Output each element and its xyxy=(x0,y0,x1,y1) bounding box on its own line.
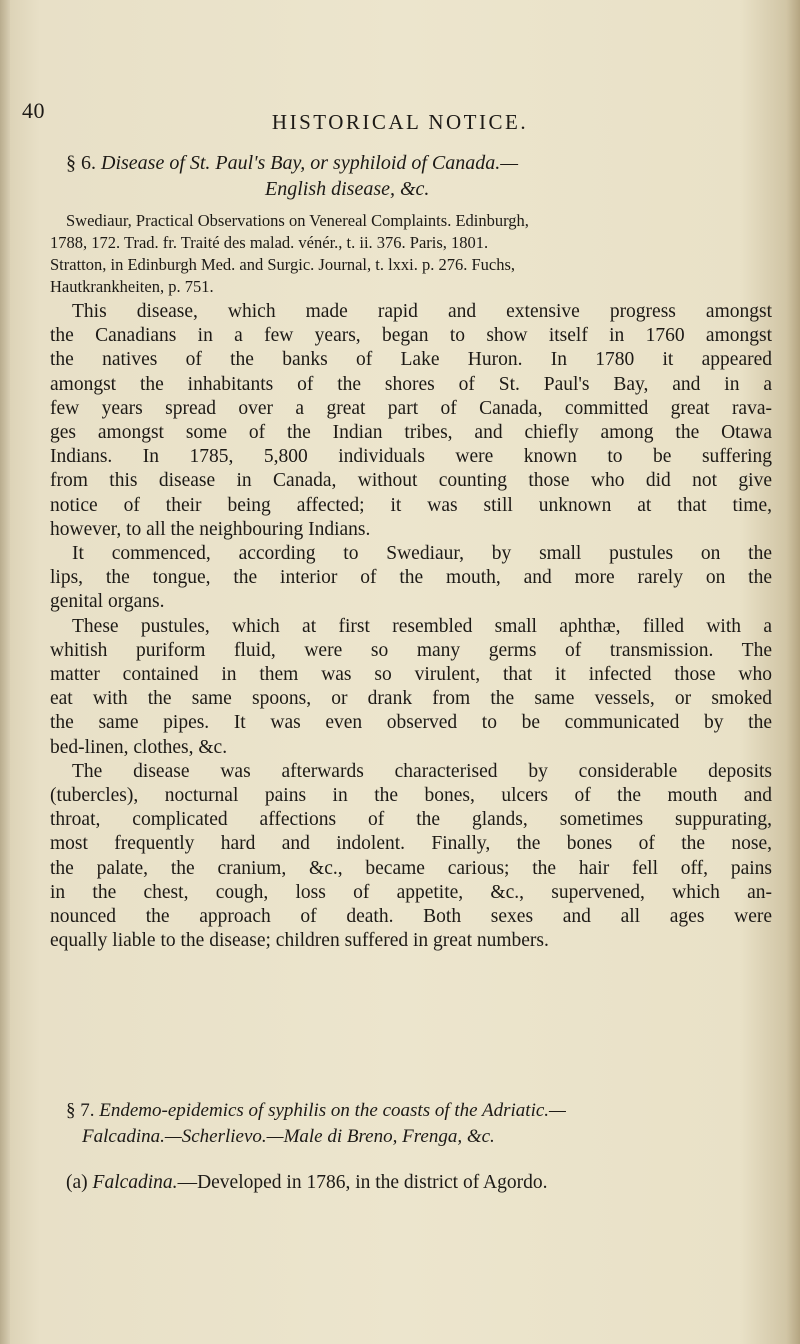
text-line: eat with the same spoons, or drank from the same vessels, or smoked xyxy=(50,688,772,710)
text-line: It commenced, according to Swediaur, by small pustules on the xyxy=(72,543,772,565)
section-7-title-line2: Falcadina.—Scherlievo.—Male di Breno, Frenga, &c. xyxy=(82,1126,495,1147)
text-line: from this disease in Canada, without counting those who did not give xyxy=(50,470,772,492)
subsection-label: (a) xyxy=(66,1172,88,1193)
text-line: however, to all the neighbouring Indians. xyxy=(50,518,371,540)
text-line: Indians. In 1785, 5,800 individuals were known to be suffering xyxy=(50,446,772,468)
text-line: These pustules, which at first resembled small aphthæ, filled with a xyxy=(72,615,772,637)
section-6-title-line1: Disease of St. Paul's Bay, or syphiloid of Canada.— xyxy=(101,152,519,174)
section-7-title-line1: Endemo-epidemics of syphilis on the coasts of the Adriatic.— xyxy=(99,1100,566,1121)
text-line: notice of their being affected; it was still unknown at that time, xyxy=(50,494,772,516)
section-6-body xyxy=(50,300,772,953)
reference-line: Hautkrankheiten, p. 751. xyxy=(50,277,214,296)
text-line: amongst the inhabitants of the shores of St. Paul's Bay, and in a xyxy=(50,373,772,395)
text-line: lips, the tongue, the interior of the mouth, and more rarely on the xyxy=(50,567,772,589)
text-line: in the chest, cough, loss of appetite, &c., supervened, which an- xyxy=(50,881,772,903)
page-edge-shadow xyxy=(786,0,800,1344)
reference-line: Swediaur, Practical Observations on Venereal Complaints. Edinburgh, xyxy=(66,211,529,230)
text-line: most frequently hard and indolent. Finally, the bones of the nose, xyxy=(50,833,772,855)
section-6-heading xyxy=(50,150,772,202)
subsection-title: Falcadina. xyxy=(92,1172,178,1193)
text-line: whitish puriform fluid, were so many germs of transmission. The xyxy=(50,639,772,661)
text-line: the same pipes. It was even observed to be communicated by the xyxy=(50,712,772,734)
text-line: bed-linen, clothes, &c. xyxy=(50,736,228,758)
running-head: HISTORICAL NOTICE. xyxy=(271,110,529,134)
reference-line: Stratton, in Edinburgh Med. and Surgic. Journal, t. lxxi. p. 276. Fuchs, xyxy=(50,255,516,274)
text-line: throat, complicated affections of the glands, sometimes suppurating, xyxy=(50,809,772,831)
section-7-mark: § 7. xyxy=(66,1100,95,1121)
page-number: 40 xyxy=(22,98,45,123)
text-line: (tubercles), nocturnal pains in the bones, ulcers of the mouth and xyxy=(50,785,772,807)
subsection-text: —Developed in 1786, in the district of Agordo. xyxy=(177,1172,548,1193)
text-line: ges amongst some of the Indian tribes, and chiefly among the Otawa xyxy=(50,422,772,444)
text-line: the Canadians in a few years, began to show itself in 1760 amongst xyxy=(50,325,772,347)
section-7-heading xyxy=(50,1098,772,1150)
text-line: genital organs. xyxy=(50,591,165,613)
text-line: the natives of the banks of Lake Huron. In 1780 it appeared xyxy=(50,349,772,371)
text-line: The disease was afterwards characterised by considerable deposits xyxy=(72,760,772,782)
text-line: nounced the approach of death. Both sexes and all ages were xyxy=(50,906,772,928)
falcadina-subsection xyxy=(66,1172,547,1194)
section-6-title-line2: English disease, &c. xyxy=(265,178,430,200)
text-line: few years spread over a great part of Canada, committed great rava- xyxy=(50,397,772,419)
text-line: matter contained in them was so virulent, that it infected those who xyxy=(50,664,772,686)
section-6-references xyxy=(50,210,772,298)
page-gutter-shadow xyxy=(0,0,10,1344)
section-6-mark: § 6. xyxy=(66,152,96,174)
text-line: This disease, which made rapid and extensive progress amongst xyxy=(72,301,772,322)
text-line: equally liable to the disease; children suffered in great numbers. xyxy=(50,930,549,952)
text-line: the palate, the cranium, &c., became carious; the hair fell off, pains xyxy=(50,857,772,879)
reference-line: 1788, 172. Trad. fr. Traité des malad. vénér., t. ii. 376. Paris, 1801. xyxy=(50,233,489,252)
